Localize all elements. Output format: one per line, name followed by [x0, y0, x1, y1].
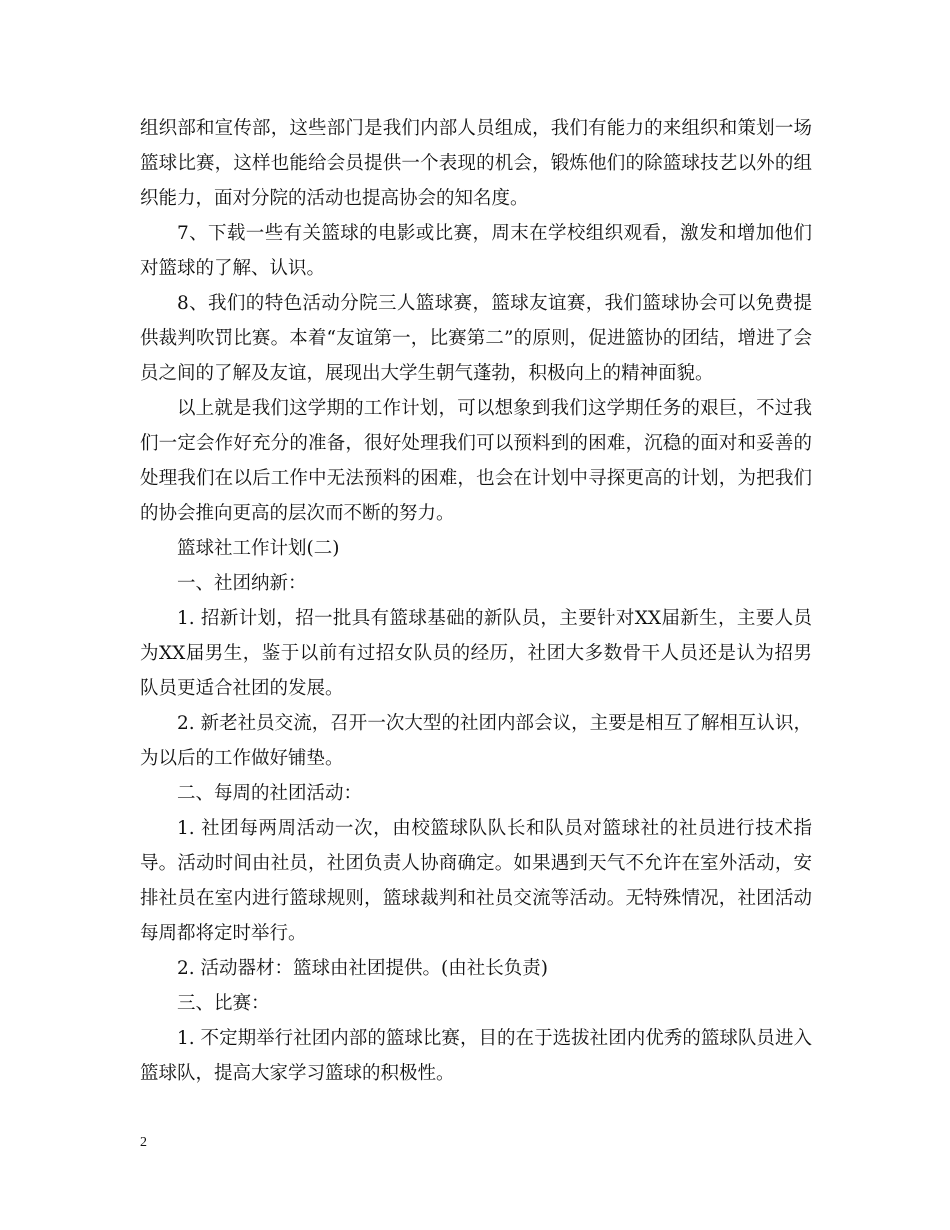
- paragraph-2: 7、下载一些有关篮球的电影或比赛，周末在学校组织观看，激发和增加他们对篮球的了解、认识。: [140, 223, 812, 279]
- paragraph-internal-match: 1. 不定期举行社团内部的篮球比赛，目的在于选拔社团内优秀的篮球队员进入篮球队，提高大家学习篮球的积极性。: [140, 1028, 812, 1084]
- paragraph-1: 组织部和宣传部，这些部门是我们内部人员组成，我们有能力的来组织和策划一场篮球比赛，这样也能给会员提供一个表现的机会，锻炼他们的除篮球技艺以外的组织能力，面对分院的活动也提高协会的知名度。: [140, 118, 812, 209]
- paragraph-member-exchange: 2. 新老社员交流，召开一次大型的社团内部会议，主要是相互了解相互认识，为以后的工作做好铺垫。: [140, 713, 812, 769]
- heading-recruitment: 一、社团纳新：: [177, 573, 307, 594]
- section-title: 篮球社工作计划(二): [177, 538, 340, 559]
- page-number: 2: [140, 1135, 147, 1150]
- heading-competition: 三、比赛：: [177, 993, 270, 1014]
- paragraph-4: 以上就是我们这学期的工作计划，可以想象到我们这学期任务的艰巨，不过我们一定会作好充分的准备，很好处理我们可以预料到的困难，沉稳的面对和妥善的处理我们在以后工作中无法预料的困难，也会在计划中寻探更高的计划，为把我们的协会推向更高的层次而不断的努力。: [140, 398, 812, 524]
- paragraph-recruitment-plan: 1. 招新计划，招一批具有篮球基础的新队员，主要针对XX届新生，主要人员为XX届男生，鉴于以前有过招女队员的经历，社团大多数骨干人员还是认为招男队员更适合社团的发展。: [140, 608, 812, 699]
- paragraph-equipment: 2. 活动器材：篮球由社团提供。(由社长负责): [177, 958, 548, 979]
- paragraph-activity-schedule: 1. 社团每两周活动一次，由校篮球队队长和队员对篮球社的社员进行技术指导。活动时间由社员，社团负责人协商确定。如果遇到天气不允许在室外活动，安排社员在室内进行篮球规则，篮球裁判和社员交流等活动。无特殊情况，社团活动每周都将定时举行。: [140, 818, 812, 944]
- document-body: [140, 111, 812, 1091]
- paragraph-3: 8、我们的特色活动分院三人篮球赛，篮球友谊赛，我们篮球协会可以免费提供裁判吹罚比赛。本着“友谊第一，比赛第二”的原则，促进篮协的团结，增进了会员之间的了解及友谊，展现出大学生朝气蓬勃，积极向上的精神面貌。: [140, 293, 812, 384]
- heading-weekly-activities: 二、每周的社团活动：: [177, 783, 363, 804]
